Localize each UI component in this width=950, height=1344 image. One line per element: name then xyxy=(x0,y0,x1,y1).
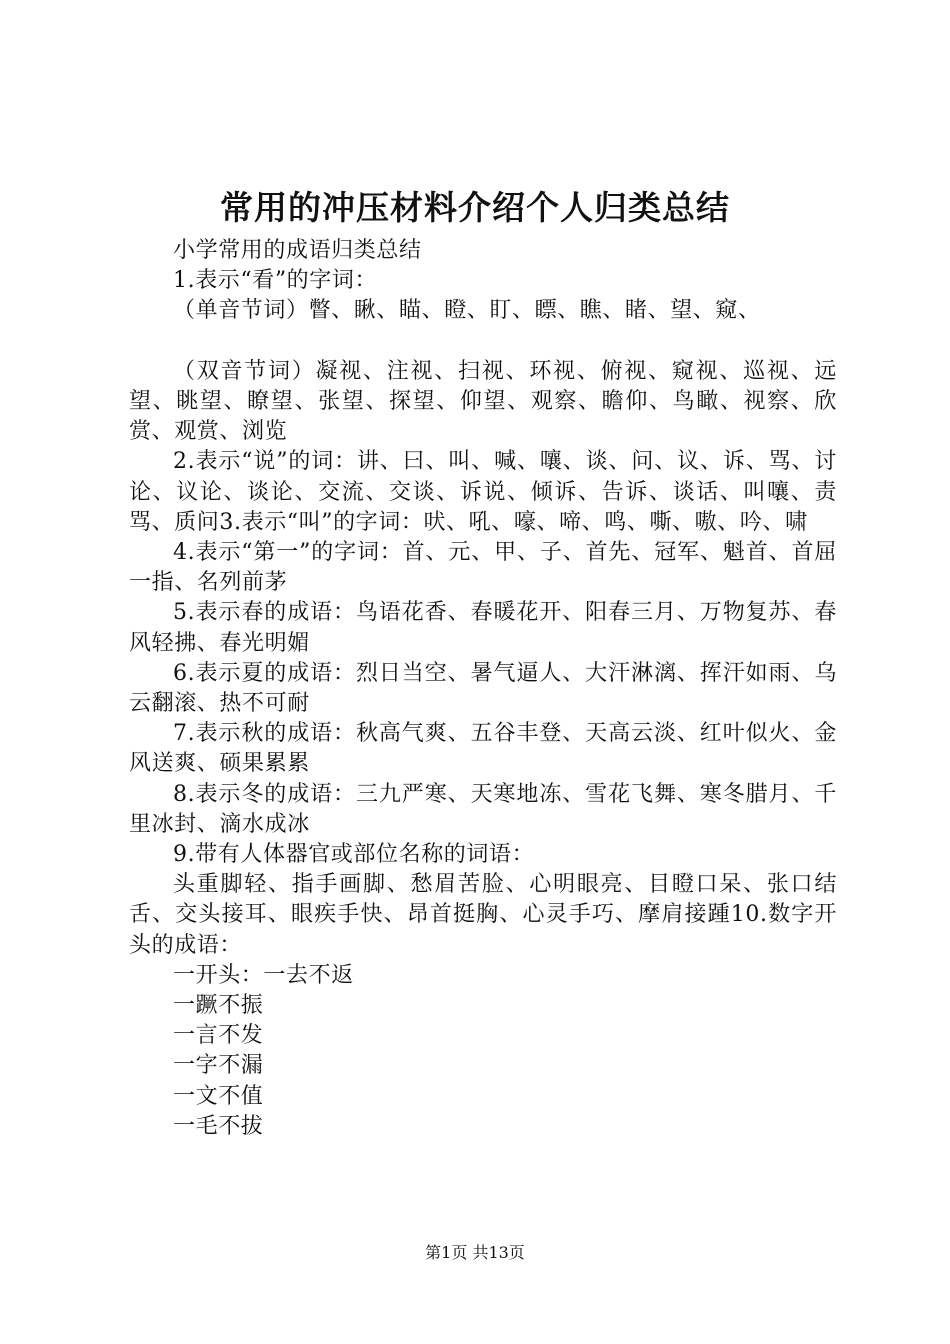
paragraph: 一蹶不振 xyxy=(173,993,264,1019)
document-title: 常用的冲压材料介绍个人归类总结 xyxy=(220,188,730,227)
paragraph: 1.表示“看”的字词： xyxy=(173,268,378,294)
paragraph: 一文不值 xyxy=(173,1083,264,1109)
paragraph: 一开头：一去不返 xyxy=(173,962,354,988)
paragraph: 一字不漏 xyxy=(173,1053,264,1079)
paragraph: 9.带有人体器官或部位名称的词语： xyxy=(173,842,535,868)
paragraph: 7.表示秋的成语：秋高气爽、五谷丰登、天高云淡、红叶似火、金风送爽、硕果累累 xyxy=(129,721,837,777)
paragraph: 4.表示“第一”的字词：首、元、甲、子、首先、冠军、魁首、首屈一指、名列前茅 xyxy=(129,540,837,596)
paragraph: 5.表示春的成语：鸟语花香、春暖花开、阳春三月、万物复苏、春风轻拂、春光明媚 xyxy=(129,600,837,656)
paragraph: （单音节词）瞥、瞅、瞄、瞪、盯、瞟、瞧、睹、望、窥、 xyxy=(173,298,761,324)
paragraph: 小学常用的成语归类总结 xyxy=(173,238,422,263)
page-footer: 第1页 共13页 xyxy=(425,1243,525,1262)
paragraph: 6.表示夏的成语：烈日当空、暑气逼人、大汗淋漓、挥汗如雨、乌云翻滚、热不可耐 xyxy=(129,660,837,717)
paragraph: 一言不发 xyxy=(173,1023,264,1049)
paragraph: 头重脚轻、指手画脚、愁眉苦脸、心明眼亮、目瞪口呆、张口结舌、交头接耳、眼疾手快、昂首挺胸、心灵手巧、摩肩接踵10.数字开头的成语： xyxy=(129,872,837,958)
paragraph: 2.表示“说”的词：讲、曰、叫、喊、嚷、谈、问、议、诉、骂、讨论、议论、谈论、交流、交谈、诉说、倾诉、告诉、谈话、叫嚷、责骂、质问3.表示“叫”的字词：吠、吼、嚎、啼、鸣、嘶、嗷、吟、啸 xyxy=(129,449,837,535)
paragraph: （双音节词）凝视、注视、扫视、环视、俯视、窥视、巡视、远望、眺望、瞭望、张望、探望、仰望、观察、瞻仰、鸟瞰、视察、欣赏、观赏、浏览 xyxy=(129,358,837,445)
paragraph: 一毛不拔 xyxy=(173,1113,264,1139)
paragraph: 8.表示冬的成语：三九严寒、天寒地冻、雪花飞舞、寒冬腊月、千里冰封、滴水成冰 xyxy=(129,781,837,837)
document-body xyxy=(129,236,837,1142)
